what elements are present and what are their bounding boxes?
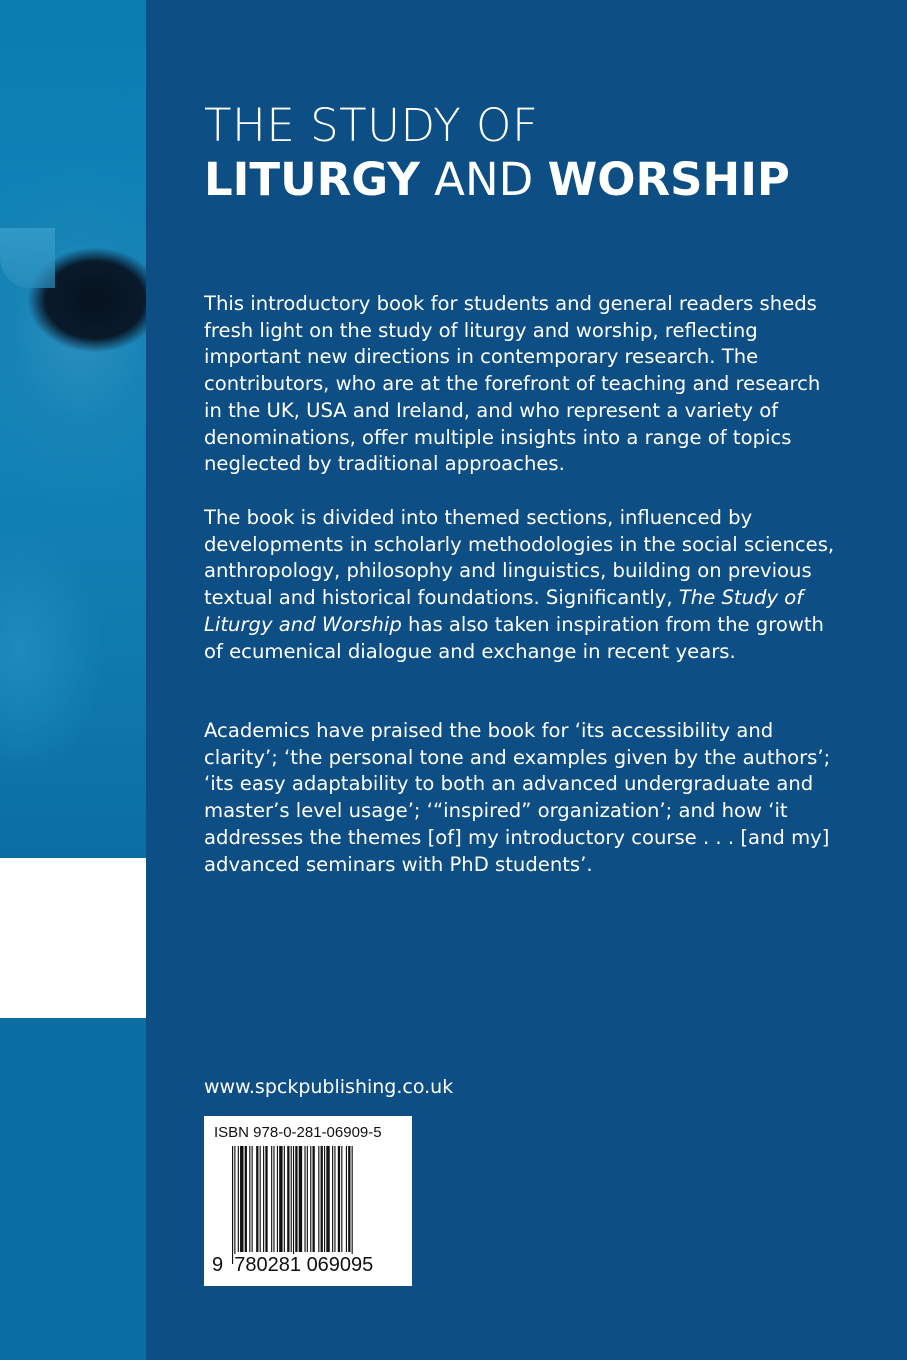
barcode-bar xyxy=(284,1146,285,1252)
cup-photo xyxy=(0,0,146,858)
title-word-and: AND xyxy=(434,153,534,206)
barcode-bar xyxy=(287,1146,289,1252)
barcode-bar xyxy=(313,1146,315,1252)
barcode-bar xyxy=(232,1146,233,1264)
cup-rim-highlight xyxy=(0,228,55,288)
book-title xyxy=(204,100,790,208)
barcode-bar xyxy=(348,1146,350,1252)
barcode-bar xyxy=(346,1146,347,1252)
barcode-bar xyxy=(252,1146,253,1252)
barcode-bar xyxy=(293,1146,294,1264)
barcode-bar xyxy=(295,1146,297,1252)
title-word-worship: WORSHIP xyxy=(547,153,790,206)
white-block xyxy=(0,858,146,1018)
barcode-bar xyxy=(245,1146,247,1252)
barcode-bar xyxy=(299,1146,302,1252)
barcode-bar xyxy=(310,1146,311,1252)
barcode-bar xyxy=(291,1146,292,1252)
barcode-bar xyxy=(324,1146,325,1252)
title-line-2 xyxy=(204,152,790,208)
blurb-paragraph-2 xyxy=(204,505,844,665)
barcode-bar xyxy=(271,1146,272,1252)
title-line-1: THE STUDY OF xyxy=(204,99,539,152)
barcode-bar xyxy=(307,1146,308,1252)
isbn-label: ISBN 978-0-281-06909-5 xyxy=(214,1124,382,1141)
barcode-bar xyxy=(265,1146,267,1252)
photo-strip xyxy=(0,0,146,1360)
barcode-bar xyxy=(352,1146,353,1264)
barcode-bar xyxy=(304,1146,305,1252)
barcode-bar xyxy=(249,1146,250,1252)
lower-strip xyxy=(0,1018,146,1360)
barcode-bar xyxy=(321,1146,323,1252)
barcode-bar xyxy=(279,1146,282,1252)
barcode-digits-group-1: 780281 xyxy=(234,1254,301,1276)
barcode-bar xyxy=(334,1146,335,1252)
barcode-bar xyxy=(256,1146,258,1252)
publisher-website: www.spckpublishing.co.uk xyxy=(204,1076,454,1098)
barcode-bar xyxy=(341,1146,342,1252)
barcode-bar xyxy=(318,1146,319,1252)
blurb-paragraph-2-end: has also taken inspiration from the growth of ecumenical dialogue and exchange in recent years. xyxy=(204,612,824,663)
barcode-bar xyxy=(263,1146,264,1252)
barcode-bar xyxy=(273,1146,274,1252)
barcode-bar xyxy=(238,1146,239,1252)
barcode-bar xyxy=(277,1146,278,1252)
blurb-paragraph-3: Academics have praised the book for ‘its accessibility and clarity’; ‘the personal tone and examples given by the authors’; ‘its easy adaptability to both an advanced undergraduate and master’s level usage’; ‘“inspired” organization’; and how ‘it addresses the themes [of] my introductory course . . . [and my] advanced seminars with PhD students’. xyxy=(204,719,831,876)
barcode-digits xyxy=(212,1254,373,1277)
barcode-bars xyxy=(232,1146,392,1264)
barcode-box xyxy=(204,1116,412,1286)
barcode-bar xyxy=(332,1146,333,1252)
title-word-liturgy: LITURGY xyxy=(204,153,420,206)
barcode-bar xyxy=(234,1146,235,1264)
barcode-digit-lead: 9 xyxy=(212,1254,224,1276)
barcode-bar xyxy=(240,1146,243,1252)
barcode-bar xyxy=(338,1146,340,1252)
blurb-paragraph-2-start: The book is divided into themed sections, influenced by developments in scholarly methodologies in the social sciences, anthropology, philosophy and linguistics, building on previous textual and historical foundations. Significantly, xyxy=(204,506,835,610)
barcode-bar xyxy=(326,1146,329,1252)
blurb-book-title-italic: The Study of Liturgy and Worship xyxy=(204,586,804,636)
barcode-digits-group-2: 069095 xyxy=(306,1254,374,1276)
barcode-bar xyxy=(260,1146,261,1252)
blurb-paragraph-1: This introductory book for students and general readers sheds fresh light on the study of liturgy and worship, reflecting important new directions in contemporary research. The contributors, who are at the forefront of teaching and research in the UK, USA and Ireland, and who represent a variety of denominations, offer multiple insights into a range of topics neglected by traditional approaches. xyxy=(204,292,821,476)
